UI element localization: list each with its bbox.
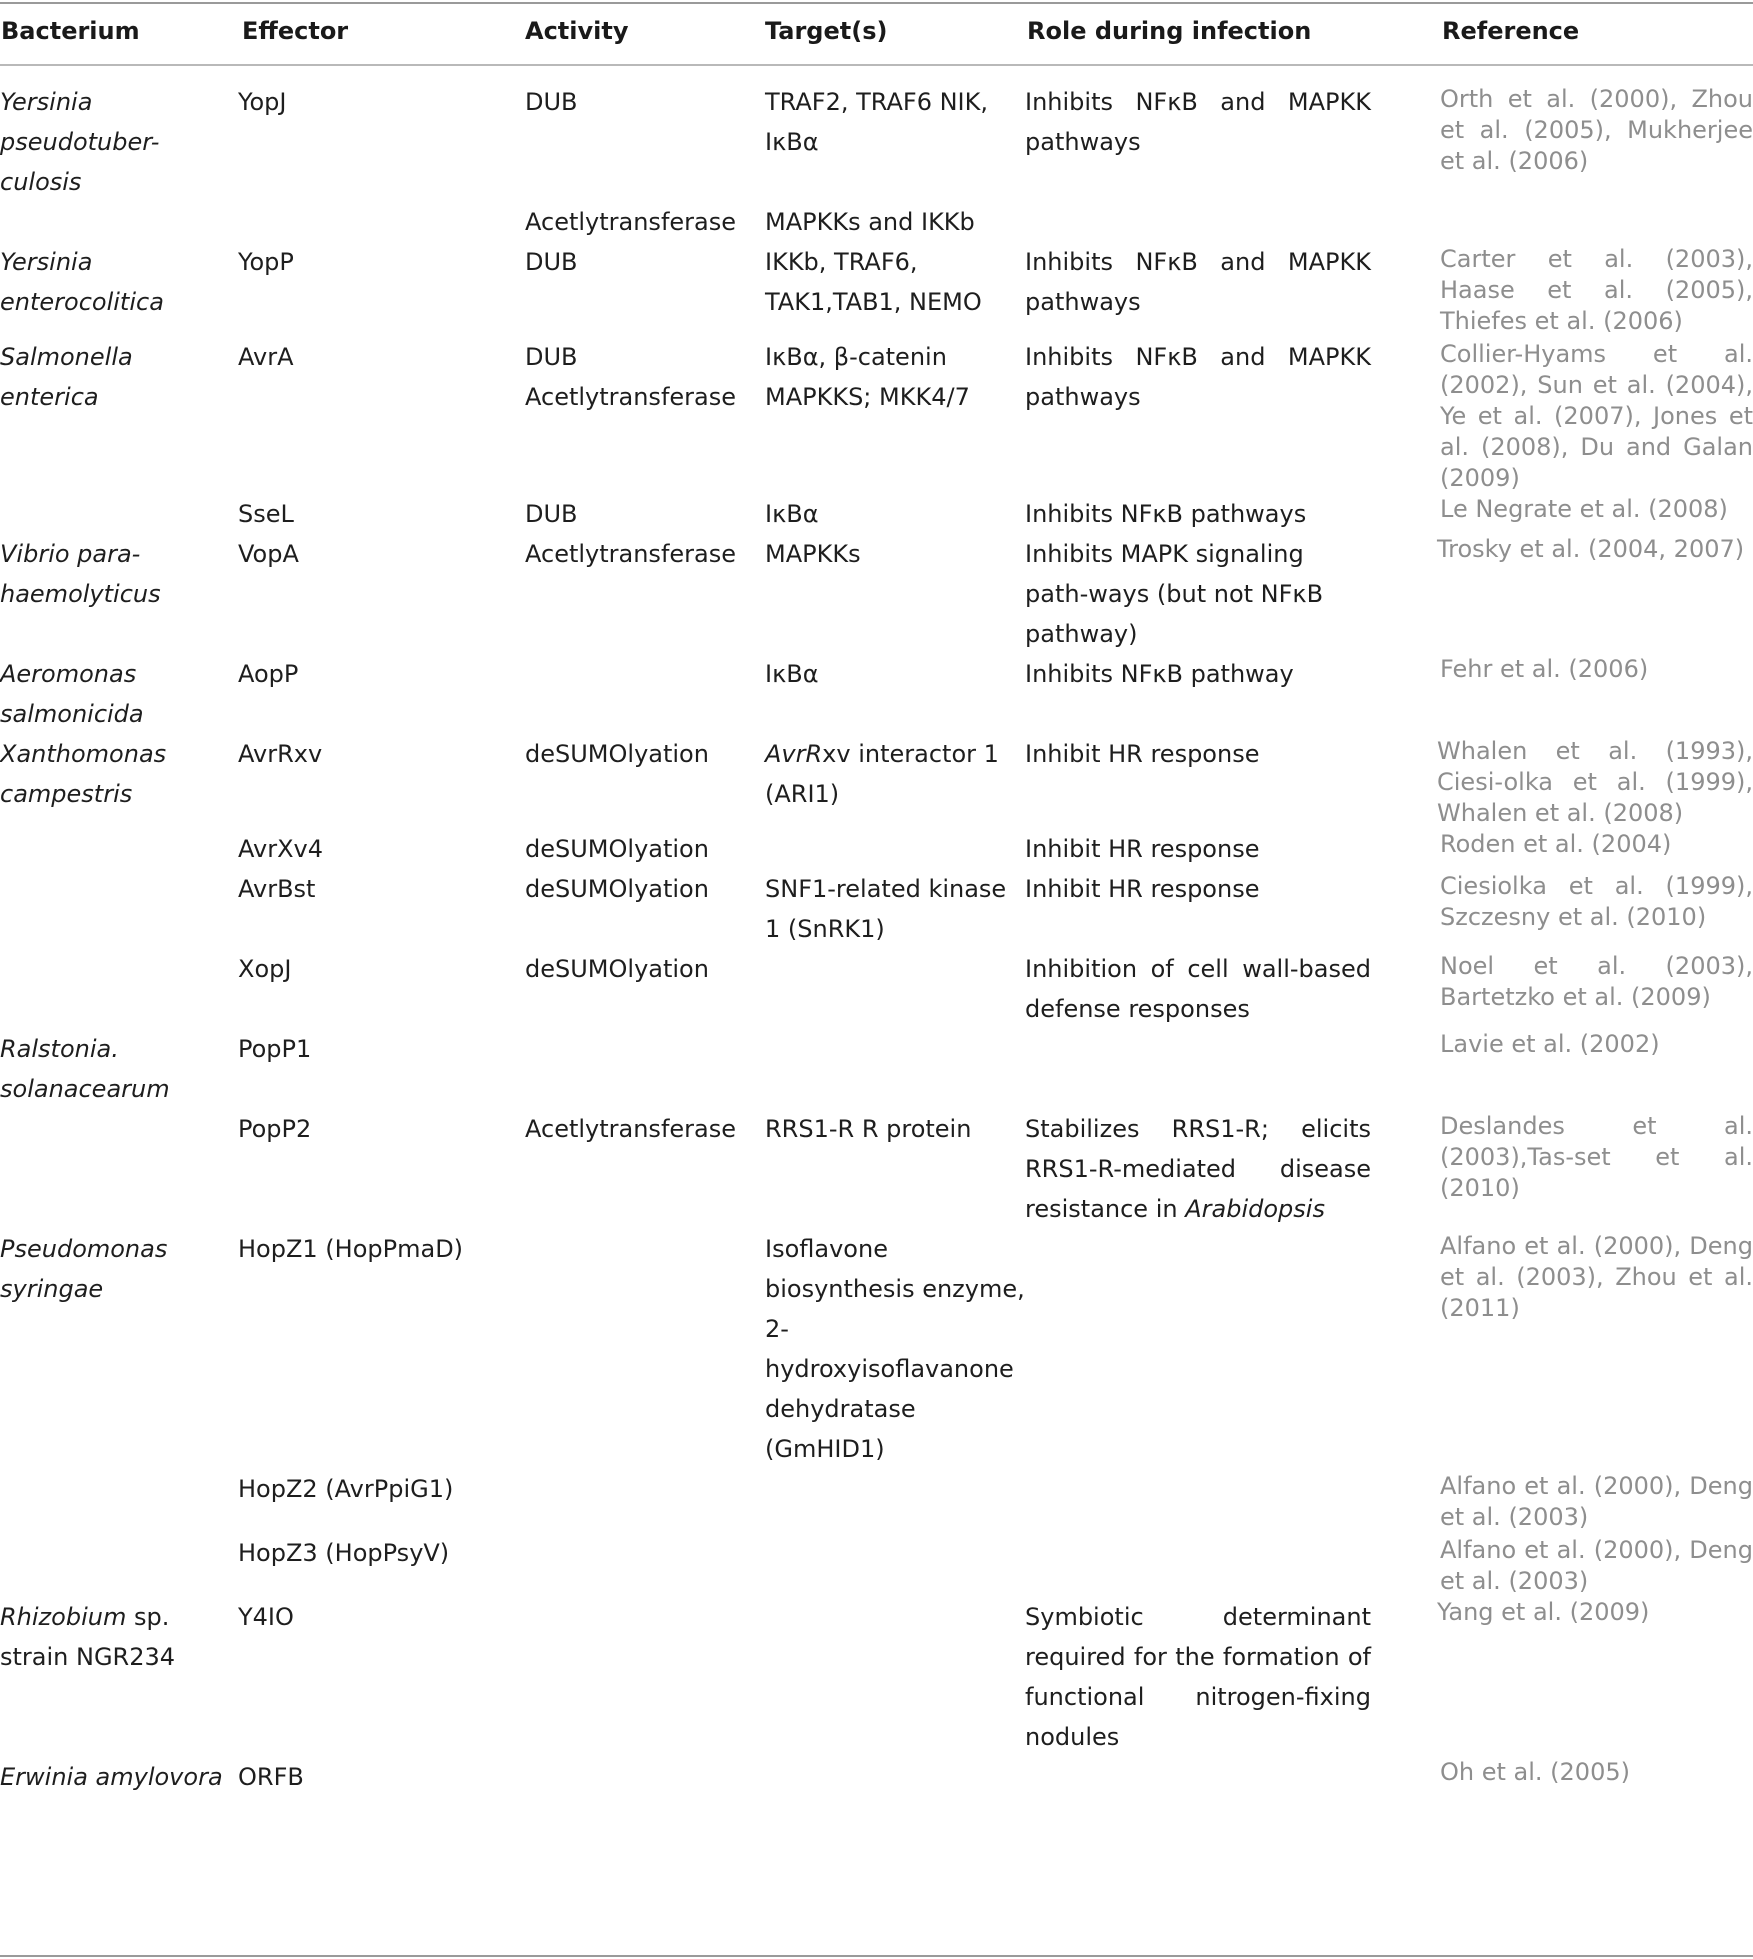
table-row xyxy=(0,734,1753,829)
table-row xyxy=(0,1757,1753,1797)
cell-reference xyxy=(1437,829,1753,869)
cell-reference xyxy=(1437,1533,1753,1597)
cell-activity: deSUMOlyation xyxy=(525,835,709,863)
cell-targets xyxy=(762,1029,1025,1109)
cell-targets-italic: AvrR xyxy=(765,740,823,768)
cell-role xyxy=(1025,202,1437,242)
cell-reference-text: Roden et al. (2004) xyxy=(1440,830,1672,858)
cell-targets: MAPKKs xyxy=(765,540,861,568)
cell-reference-text: Deslandes et al. (2003),Tas-set et al. (2010) xyxy=(1440,1112,1753,1202)
cell-role: Inhibit HR response xyxy=(1025,875,1260,903)
cell-targets xyxy=(762,734,1025,829)
table-row xyxy=(0,1533,1753,1597)
cell-targets xyxy=(762,1757,1025,1797)
cell-targets: Isoflavone biosynthesis enzyme, 2-hydroxyisoflavanone dehydratase (GmHID1) xyxy=(765,1235,1025,1463)
cell-activity xyxy=(521,654,762,734)
table-row xyxy=(0,534,1753,654)
cell-activity: deSUMOlyation xyxy=(525,955,709,983)
table-header-row xyxy=(0,0,1753,64)
header-targets: Target(s) xyxy=(765,17,888,45)
header-effector: Effector xyxy=(242,17,349,45)
cell-targets-text: xv interactor 1 (ARI1) xyxy=(765,740,999,808)
table-row xyxy=(0,1109,1753,1229)
cell-reference xyxy=(1437,734,1753,829)
cell-role: Inhibit HR response xyxy=(1025,740,1260,768)
header-role: Role during infection xyxy=(1027,17,1312,45)
cell-role-text: Symbiotic determinant required for the formation of functional nitrogen-fixing nodules xyxy=(1025,1603,1371,1751)
cell-bacterium: Salmonella enterica xyxy=(0,343,133,411)
cell-bacterium: Pseudomonas syringae xyxy=(0,1235,168,1303)
cell-reference-text: Alfano et al. (2000), Deng et al. (2003), Zhou et al. (2011) xyxy=(1440,1232,1753,1322)
cell-activity xyxy=(521,1597,762,1757)
cell-role xyxy=(1025,949,1437,1029)
cell-reference-text: Lavie et al. (2002) xyxy=(1440,1030,1660,1058)
cell-bacterium xyxy=(0,1533,238,1597)
cell-effector: SseL xyxy=(238,500,294,528)
cell-reference-text: Orth et al. (2000), Zhou et al. (2005), Mukherjee et al. (2006) xyxy=(1440,85,1753,175)
cell-reference xyxy=(1437,337,1753,494)
cell-role: Inhibits NFκB pathway xyxy=(1025,660,1294,688)
cell-effector: XopJ xyxy=(238,955,292,983)
cell-role xyxy=(1025,1597,1437,1757)
table-row xyxy=(0,1029,1753,1109)
cell-targets: TRAF2, TRAF6 NIK, IκBα xyxy=(765,88,988,156)
cell-targets: IκBα, β-catenin MAPKKS; MKK4/7 xyxy=(765,343,970,411)
cell-activity xyxy=(521,1029,762,1109)
cell-reference xyxy=(1437,1597,1753,1757)
cell-bacterium: Ralstonia. solanacearum xyxy=(0,1035,170,1103)
cell-reference-text: Carter et al. (2003), Haase et al. (2005), Thiefes et al. (2006) xyxy=(1440,245,1753,335)
cell-role-text-main: Stabilizes RRS1-R; elicits RRS1-R-mediated disease resistance in xyxy=(1025,1115,1371,1223)
cell-effector: AopP xyxy=(238,660,299,688)
cell-reference xyxy=(1437,82,1753,202)
cell-role xyxy=(1025,242,1437,337)
cell-effector: PopP2 xyxy=(238,1115,312,1143)
cell-activity xyxy=(521,1533,762,1597)
cell-effector: AvrRxv xyxy=(238,740,323,768)
table-body xyxy=(0,82,1753,1797)
cell-role-text-italic: Arabidopsis xyxy=(1185,1195,1325,1223)
cell-bacterium xyxy=(0,869,238,949)
cell-effector: VopA xyxy=(238,540,299,568)
cell-bacterium xyxy=(0,1109,238,1229)
table-row xyxy=(0,1469,1753,1533)
table-row xyxy=(0,82,1753,202)
cell-bacterium xyxy=(0,494,238,534)
cell-targets: MAPKKs and IKKb xyxy=(765,208,975,236)
cell-effector: AvrBst xyxy=(238,875,316,903)
cell-bacterium xyxy=(0,829,238,869)
cell-role-text: Inhibits NFκB and MAPKK pathways xyxy=(1025,88,1371,156)
cell-activity: DUB xyxy=(525,248,578,276)
cell-reference-text: Ciesiolka et al. (1999), Szczesny et al. (2010) xyxy=(1440,872,1753,931)
cell-role-text xyxy=(1025,1109,1395,1229)
cell-targets xyxy=(762,829,1025,869)
cell-activity: Acetlytransferase xyxy=(525,1115,736,1143)
cell-role xyxy=(1025,337,1437,494)
cell-reference xyxy=(1437,949,1753,1029)
cell-targets: SNF1-related kinase 1 (SnRK1) xyxy=(765,875,1007,943)
cell-effector: YopJ xyxy=(238,88,287,116)
table-row xyxy=(0,494,1753,534)
table-row xyxy=(0,242,1753,337)
cell-bacterium: Xanthomonas campestris xyxy=(0,740,167,808)
cell-reference-text: Le Negrate et al. (2008) xyxy=(1440,495,1728,523)
table-row xyxy=(0,869,1753,949)
cell-targets: RRS1-R R protein xyxy=(765,1115,972,1143)
cell-reference xyxy=(1437,1469,1753,1533)
cell-targets xyxy=(762,1469,1025,1533)
cell-activity xyxy=(521,1229,762,1469)
cell-role: Inhibit HR response xyxy=(1025,835,1260,863)
cell-reference xyxy=(1437,869,1753,949)
cell-reference xyxy=(1437,202,1753,242)
table-row xyxy=(0,829,1753,869)
cell-activity: DUB xyxy=(525,500,578,528)
cell-activity: deSUMOlyation xyxy=(525,875,709,903)
header-reference: Reference xyxy=(1442,17,1580,45)
table-row xyxy=(0,202,1753,242)
cell-targets xyxy=(762,1533,1025,1597)
header-activity: Activity xyxy=(525,17,629,45)
cell-bacterium: Vibrio para-haemolyticus xyxy=(0,540,161,608)
cell-role-text: Inhibits NFκB pathways xyxy=(1025,500,1307,528)
cell-activity: DUB Acetlytransferase xyxy=(525,343,736,411)
cell-effector: HopZ1 (HopPmaD) xyxy=(238,1235,464,1263)
cell-bacterium: Aeromonas salmonicida xyxy=(0,660,144,728)
cell-bacterium xyxy=(0,949,238,1029)
cell-reference-text: Alfano et al. (2000), Deng et al. (2003) xyxy=(1440,1536,1753,1595)
cell-reference xyxy=(1437,1029,1753,1109)
cell-reference-text: Oh et al. (2005) xyxy=(1440,1758,1630,1786)
cell-role xyxy=(1025,1109,1437,1229)
table-row xyxy=(0,1597,1753,1757)
cell-targets: IκBα xyxy=(765,660,819,688)
cell-reference xyxy=(1437,1109,1753,1229)
cell-activity: Acetlytransferase xyxy=(525,208,736,236)
cell-effector xyxy=(238,202,521,242)
cell-role-text: Inhibits NFκB and MAPKK pathways xyxy=(1025,248,1371,316)
cell-activity: Acetlytransferase xyxy=(525,540,736,568)
cell-targets xyxy=(762,949,1025,1029)
cell-role xyxy=(1025,534,1437,654)
cell-role xyxy=(1025,82,1437,202)
cell-targets: IKKb, TRAF6, TAK1,TAB1, NEMO xyxy=(765,248,982,316)
cell-bacterium xyxy=(0,202,238,242)
cell-reference xyxy=(1437,534,1753,654)
cell-role xyxy=(1025,1757,1437,1797)
cell-role xyxy=(1025,1029,1437,1109)
cell-activity: DUB xyxy=(525,88,578,116)
cell-reference xyxy=(1437,494,1753,534)
cell-reference-text: Whalen et al. (1993), Ciesi-olka et al. (1999), Whalen et al. (2008) xyxy=(1437,737,1753,827)
cell-targets xyxy=(762,1597,1025,1757)
cell-effector: ORFB xyxy=(238,1763,304,1791)
table-row xyxy=(0,337,1753,494)
cell-reference-text: Noel et al. (2003), Bartetzko et al. (2009) xyxy=(1440,952,1753,1011)
cell-role-text: Inhibition of cell wall-based defense responses xyxy=(1025,955,1371,1023)
table-header-rule xyxy=(0,64,1753,66)
cell-bacterium: Yersinia enterocolitica xyxy=(0,248,164,316)
table-row xyxy=(0,949,1753,1029)
cell-reference-text: Fehr et al. (2006) xyxy=(1440,655,1649,683)
cell-effector: Y4IO xyxy=(238,1603,294,1631)
cell-bacterium xyxy=(0,1469,238,1533)
table-row xyxy=(0,1229,1753,1469)
cell-reference-text: Trosky et al. (2004, 2007) xyxy=(1437,535,1745,563)
cell-effector: AvrXv4 xyxy=(238,835,323,863)
cell-effector: HopZ2 (AvrPpiG1) xyxy=(238,1475,454,1503)
cell-bacterium-italic: Rhizobium xyxy=(0,1603,127,1631)
cell-targets: IκBα xyxy=(765,500,819,528)
cell-role xyxy=(1025,1469,1437,1533)
header-bacterium: Bacterium xyxy=(1,17,140,45)
cell-role xyxy=(1025,1229,1437,1469)
cell-bacterium-text: sp. strain NGR234 xyxy=(0,1603,176,1671)
cell-role-text: Inhibits MAPK signaling path-ways (but not NFκB pathway) xyxy=(1025,540,1324,648)
cell-effector: YopP xyxy=(238,248,294,276)
cell-role xyxy=(1025,494,1437,534)
cell-effector: HopZ3 (HopPsyV) xyxy=(238,1539,450,1567)
cell-bacterium xyxy=(0,1597,238,1757)
table-row xyxy=(0,654,1753,734)
cell-reference-text: Collier-Hyams et al. (2002), Sun et al. (2004), Ye et al. (2007), Jones et al. (2008), Du and Galan (2009) xyxy=(1440,340,1753,492)
cell-effector: PopP1 xyxy=(238,1035,312,1063)
cell-activity: deSUMOlyation xyxy=(525,740,709,768)
cell-reference xyxy=(1437,1229,1753,1469)
cell-activity xyxy=(521,1469,762,1533)
cell-reference xyxy=(1437,242,1753,337)
cell-bacterium: Yersinia pseudotuber-culosis xyxy=(0,88,160,196)
cell-reference-text: Yang et al. (2009) xyxy=(1437,1598,1650,1626)
cell-activity xyxy=(521,1757,762,1797)
cell-reference xyxy=(1437,1757,1753,1797)
cell-bacterium: Erwinia amylovora xyxy=(0,1763,223,1791)
cell-role xyxy=(1025,1533,1437,1597)
cell-effector: AvrA xyxy=(238,343,294,371)
table-bottom-rule xyxy=(0,1955,1753,1957)
cell-reference-text: Alfano et al. (2000), Deng et al. (2003) xyxy=(1440,1472,1753,1531)
cell-reference xyxy=(1437,654,1753,734)
cell-role-text: Inhibits NFκB and MAPKK pathways xyxy=(1025,343,1371,411)
